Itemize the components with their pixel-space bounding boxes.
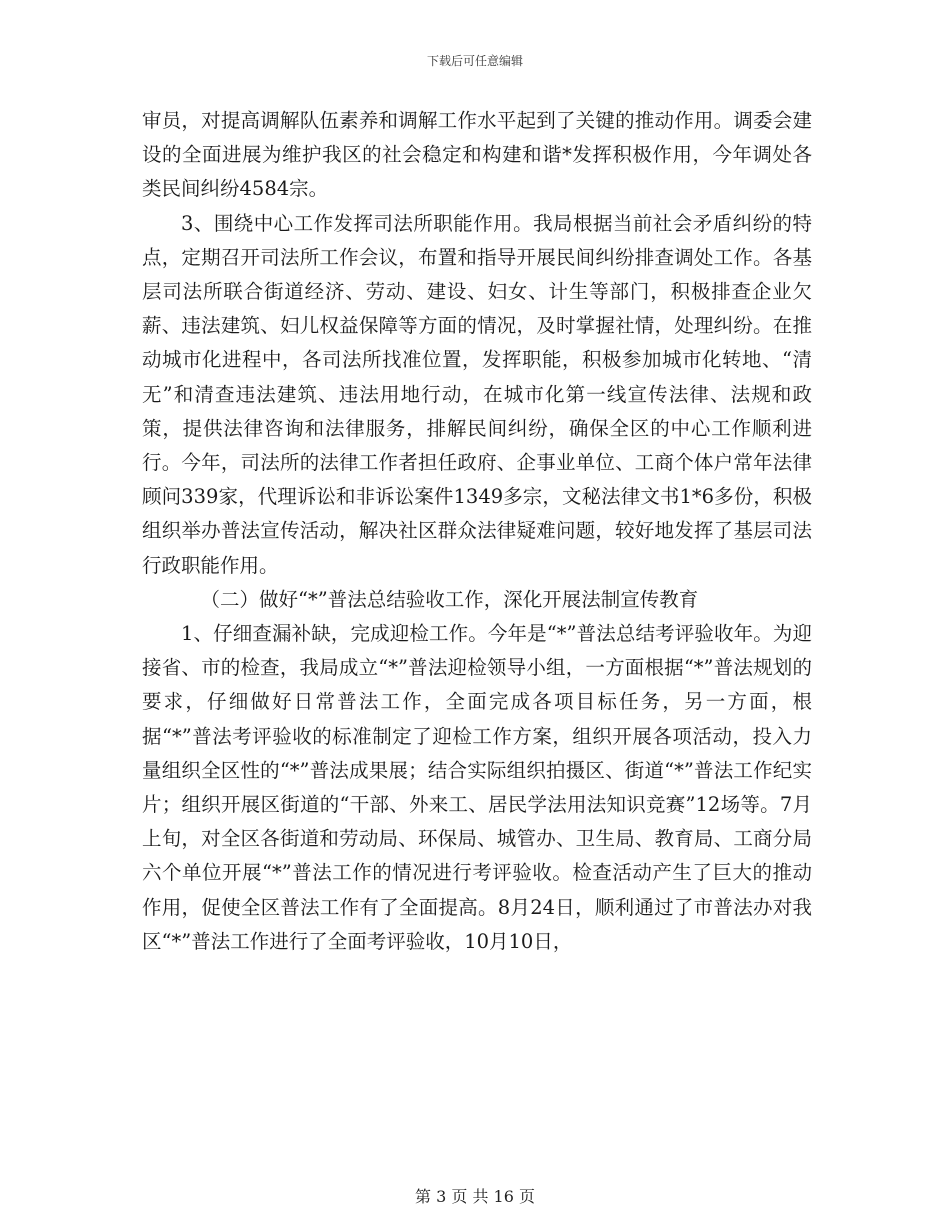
paragraph-continuation: 审员，对提高调解队伍素养和调解工作水平起到了关键的推动作用。调委会建设的全面进展为维护我区的社会稳定和构建和谐*发挥积极作用，今年调处各类民间纠纷4584宗。 bbox=[142, 109, 812, 201]
page-header-note: 下载后可任意编辑 bbox=[426, 54, 523, 68]
page-number: 第 3 页 共 16 页 bbox=[415, 1187, 535, 1206]
paragraph-inspection: 1、仔细查漏补缺，完成迎检工作。今年是“*”普法总结考评验收年。为迎接省、市的检查，我局成立“*”普法迎检领导小组，一方面根据“*”普法规划的要求，仔细做好日常普法工作，全面完成各项目标任务，另一方面，根据“*”普法考评验收的标准制定了迎检工作方案，组织开展各项活动，投入力量组织全区性的“*”普法成果展；结合实际组织拍摄区、街道“*”普法工作纪实片；组织开展区街道的“干部、外来工、居民学法用法知识竞赛”12场等。7月上旬，对全区各街道和劳动局、环保局、城管办、卫生局、教育局、工商分局六个单位开展“*”普法工作的情况进行考评验收。检查活动产生了巨大的推动作用，促使全区普法工作有了全面提高。8月24日，顺利通过了市普法办对我区“*”普法工作进行了全面考评验收，10月10日， bbox=[142, 622, 812, 953]
paragraph-judicial-office: 3、围绕中心工作发挥司法所职能作用。我局根据当前社会矛盾纠纷的特点，定期召开司法所工作会议，布置和指导开展民间纠纷排查调处工作。各基层司法所联合街道经济、劳动、建设、妇女、计生等部门，积极排查企业欠薪、违法建筑、妇儿权益保障等方面的情况，及时掌握社情，处理纠纷。在推动城市化进程中，各司法所找准位置，发挥职能，积极参加城市化转地、“清无”和清查违法建筑、违法用地行动，在城市化第一线宣传法律、法规和政策，提供法律咨询和法律服务，排解民间纠纷，确保全区的中心工作顺利进行。今年，司法所的法律工作者担任政府、企事业单位、工商个体户常年法律顾问339家，代理诉讼和非诉讼案件1349多宗，文秘法律文书1*6多份，积极组织举办普法宣传活动，解决社区群众法律疑难问题，较好地发挥了基层司法行政职能作用。 bbox=[142, 211, 812, 577]
section-heading: （二）做好“*”普法总结验收工作，深化开展法制宣传教育 bbox=[200, 587, 699, 611]
document-body bbox=[142, 104, 812, 959]
